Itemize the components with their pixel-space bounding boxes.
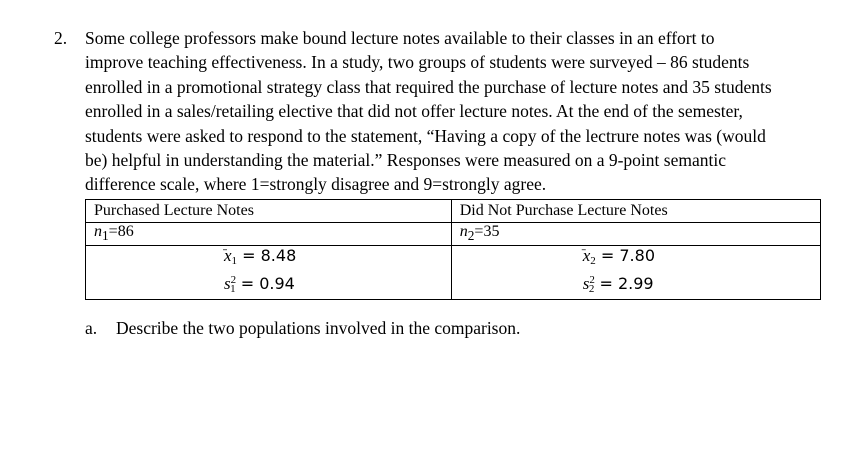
- n2-symbol: n: [459, 223, 468, 241]
- stats-block-1: [224, 246, 451, 299]
- mean1-symbol: x: [224, 246, 232, 265]
- data-table: [85, 199, 821, 300]
- table-header-not-purchased: Did Not Purchase Lecture Notes: [451, 200, 820, 223]
- sample-size-2: [451, 223, 820, 246]
- var2-value: = 2.99: [594, 274, 654, 293]
- variance-1: [224, 271, 451, 299]
- problem-text-line: enrolled in a promotional strategy class that required the purchase of lecture notes and 35 students: [85, 76, 772, 97]
- mean1-subscript: 1: [231, 255, 238, 267]
- problem-text-line: improve teaching effectiveness. In a study, two groups of students were surveyed – 86 students: [85, 52, 750, 73]
- problem-text-line: enrolled in a sales/retailing elective that did not offer lecture notes. At the end of the semester,: [85, 101, 743, 122]
- table-header-purchased: Purchased Lecture Notes: [86, 200, 452, 223]
- n1-subscript: 1: [102, 228, 109, 244]
- var1-superscript: 2: [230, 274, 237, 286]
- var1-value: = 0.94: [235, 274, 295, 293]
- n2-value: =35: [474, 223, 500, 241]
- stats-group-1: [86, 246, 452, 300]
- var2-subscript: 2: [588, 283, 595, 295]
- table-stats-row: [86, 246, 821, 300]
- mean2-subscript: 2: [590, 255, 596, 267]
- mean2-symbol: x: [582, 246, 591, 265]
- table-header-row: [86, 200, 821, 223]
- mean2-value: = 7.80: [595, 246, 655, 265]
- mean-2: [583, 246, 820, 271]
- mean1-value: = 8.48: [237, 246, 297, 265]
- var1-symbol: s: [224, 274, 231, 293]
- table-sample-size-row: [86, 223, 821, 246]
- variance-2: [583, 271, 820, 299]
- n1-symbol: n: [94, 223, 102, 241]
- mean-1: [224, 246, 451, 271]
- stats-group-2: [451, 246, 820, 300]
- var1-subscript: 1: [230, 283, 236, 295]
- sub-question-a: [85, 316, 520, 340]
- var2-symbol: s: [582, 274, 590, 293]
- sample-size-1: [86, 223, 452, 246]
- n2-subscript: 2: [467, 228, 475, 244]
- var2-superscript: 2: [589, 274, 595, 286]
- problem-number: 2.: [54, 28, 68, 48]
- problem-text-line: difference scale, where 1=strongly disagree and 9=strongly agree.: [85, 174, 547, 195]
- n1-value: =86: [108, 223, 134, 241]
- problem-text: [85, 26, 830, 197]
- problem-text-line: Some college professors make bound lecture notes available to their classes in an effort to: [85, 28, 715, 48]
- stats-block-2: [583, 246, 820, 299]
- sub-question-text: Describe the two populations involved in the comparison.: [116, 318, 521, 338]
- problem-text-line: students were asked to respond to the statement, “Having a copy of the lectrure notes was (would: [85, 125, 766, 146]
- problem-text-line: be) helpful in understanding the material.” Responses were measured on a 9-point semantic: [85, 150, 726, 171]
- sub-question-letter: a.: [85, 318, 98, 338]
